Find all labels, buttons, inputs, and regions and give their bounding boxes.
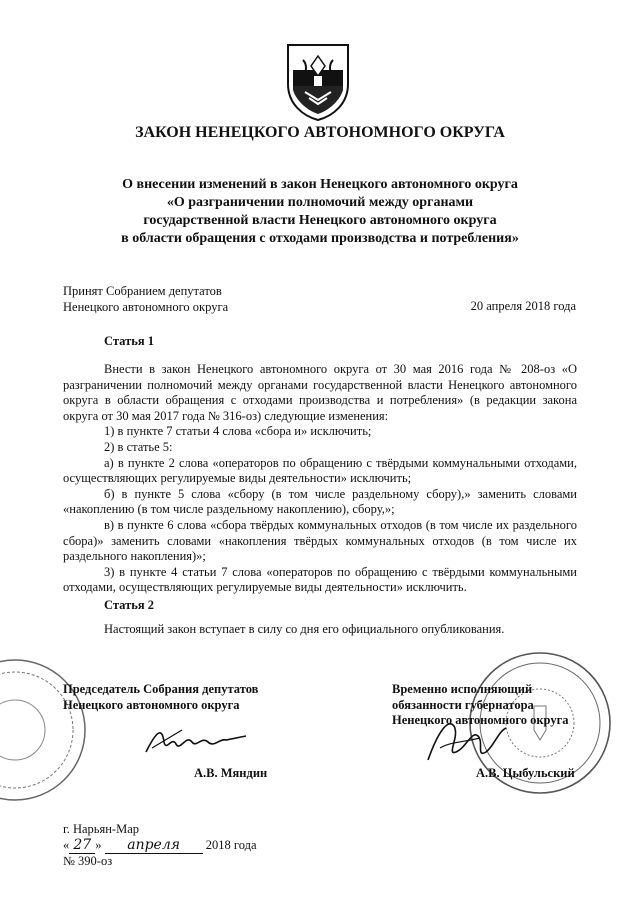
article-paragraph: б) в пункте 5 слова «сбору (в том числе раздельному сбору),» заменить словами «накоплению (в том числе раздельному накоплению), сбору,»;	[63, 486, 577, 517]
adoption-line: Принят Собранием депутатов	[63, 284, 222, 298]
law-number: № 390-оз	[63, 854, 113, 869]
signature-right	[420, 712, 510, 768]
subtitle-line: в области обращения с отходами производства и потребления»	[121, 231, 519, 246]
official-seal-stamp	[0, 655, 90, 805]
coat-of-arms-emblem	[285, 42, 351, 122]
issue-city: г. Нарьян-Мар	[63, 822, 140, 836]
document-footer	[63, 822, 257, 870]
signer-title: Временно исполняющий	[392, 682, 533, 696]
date-quote-close: »	[95, 837, 102, 852]
date-quote-open: «	[63, 837, 70, 852]
law-subtitle	[0, 176, 640, 248]
signer-name-left: А.В. Мяндин	[194, 766, 268, 780]
signer-title: Председатель Собрания депутатов	[63, 682, 259, 696]
subtitle-line: О внесении изменений в закон Ненецкого автономного округа	[122, 177, 518, 192]
date-year: 2018 года	[205, 837, 257, 852]
signer-title: Ненецкого автономного округа	[392, 713, 569, 728]
subtitle-line: государственной власти Ненецкого автономного округа	[143, 213, 497, 228]
signer-title: Ненецкого автономного округа	[63, 697, 240, 712]
article-paragraph: Внести в закон Ненецкого автономного округа от 30 мая 2016 года № 208-оз «О разграничении полномочий между органами государственной власти Ненецкого автономного округа в области обращения с отходами производства и потребления» (в редакции закона округа от 30 мая 2017 года № 316-оз) следующие изменения:	[63, 362, 577, 423]
article-2-heading: Статья 2	[104, 598, 154, 612]
article-paragraph: в) в пункте 6 слова «сбора твёрдых коммунальных отходов (в том числе их раздельного сбора)» заменить словами «накопления твёрдых коммунальных отходов (в том числе их раздельного накопления)»;	[63, 517, 577, 564]
article-2-body	[63, 622, 577, 638]
signature-left	[142, 722, 252, 762]
signer-name-right: А.В. Цыбульский	[476, 766, 575, 780]
issue-date	[63, 838, 257, 855]
article-paragraph: Настоящий закон вступает в силу со дня его официального опубликования.	[104, 622, 505, 636]
subtitle-line: «О разграничении полномочий между органами	[166, 195, 474, 210]
article-paragraph: 1) в пункте 7 статьи 4 слова «сбора и» исключить;	[104, 424, 372, 439]
signer-title: обязанности губернатора	[392, 697, 534, 712]
article-1-heading: Статья 1	[104, 334, 154, 348]
adoption-date: 20 апреля 2018 года	[470, 299, 576, 313]
signature-block-left	[63, 682, 258, 713]
article-paragraph: 2) в статье 5:	[104, 439, 173, 454]
handwritten-day: 27	[69, 838, 95, 855]
handwritten-month: апреля	[105, 838, 203, 855]
adoption-line: Ненецкого автономного округа	[63, 300, 229, 314]
article-paragraph: а) в пункте 2 слова «операторов по обращению с твёрдыми коммунальными отходами, осуществляющих регулируемые виды деятельности» исключить;	[63, 455, 577, 486]
article-1-body	[63, 362, 577, 596]
article-paragraph: 3) в пункте 4 статьи 7 слова «операторов по обращению с твёрдыми коммунальными отходами, осуществляющих регулируемые виды деятельности» исключить.	[63, 564, 577, 595]
law-title: ЗАКОН НЕНЕЦКОГО АВТОНОМНОГО ОКРУГА	[135, 124, 505, 141]
adoption-block	[63, 283, 228, 315]
